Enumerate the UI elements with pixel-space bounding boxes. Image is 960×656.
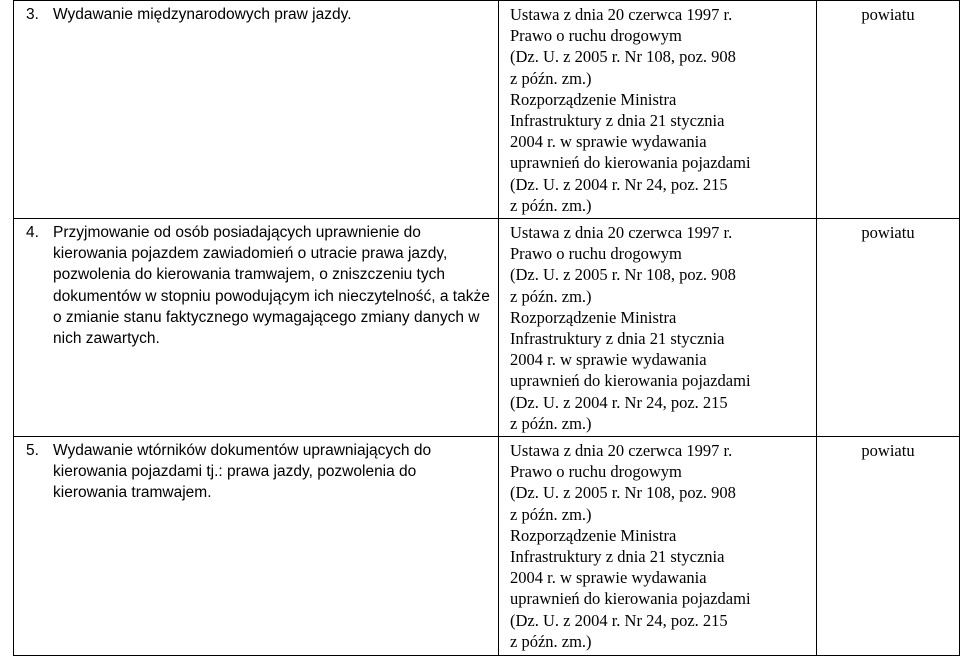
legal-basis-line: Prawo o ruchu drogowym <box>510 244 682 264</box>
table-row <box>14 437 960 656</box>
row-number: 3. <box>26 6 39 23</box>
legal-basis-line: Rozporządzenie Ministra <box>510 307 677 327</box>
legal-basis-cell <box>499 1 817 219</box>
legal-basis-line: z późn. zm.) <box>510 286 592 306</box>
legal-basis-line: Infrastruktury z dnia 21 stycznia <box>510 547 725 567</box>
legal-basis-line: z późn. zm.) <box>510 195 592 215</box>
legal-basis-line: (Dz. U. z 2005 r. Nr 108, poz. 908 <box>510 47 736 67</box>
legal-basis-line: Rozporządzenie Ministra <box>510 525 677 545</box>
legal-basis-line: z późn. zm.) <box>510 68 592 88</box>
competence-text: powiatu <box>861 441 915 460</box>
legal-basis-line: (Dz. U. z 2004 r. Nr 24, poz. 215 <box>510 174 728 194</box>
task-cell <box>14 219 499 437</box>
task-text: Wydawanie międzynarodowych praw jazdy. <box>53 6 352 23</box>
legal-basis-line: z późn. zm.) <box>510 504 592 524</box>
legal-basis-line: 2004 r. w sprawie wydawania <box>510 350 707 370</box>
row-number: 4. <box>26 224 39 241</box>
legal-basis-line: Infrastruktury z dnia 21 stycznia <box>510 329 725 349</box>
legal-basis-line: uprawnień do kierowania pojazdami <box>510 589 751 609</box>
legal-basis-line: (Dz. U. z 2005 r. Nr 108, poz. 908 <box>510 265 736 285</box>
legal-basis-line: Infrastruktury z dnia 21 stycznia <box>510 111 725 131</box>
legal-basis-line: Ustawa z dnia 20 czerwca 1997 r. <box>510 223 733 242</box>
task-text: Przyjmowanie od osób posiadających uprawnienie do kierowania pojazdem zawiadomień o utracie prawa jazdy, pozwolenia do kierowania tramwajem, o zniszczeniu tych dokumentów w stopniu powodującym ich nieczytelność, a także o zmianie stanu faktycznego wymagającego zmiany danych w nich zawartych. <box>53 224 490 348</box>
legal-basis-line: z późn. zm.) <box>510 631 592 651</box>
legal-basis-line: z późn. zm.) <box>510 413 592 433</box>
competence-cell <box>817 437 960 656</box>
competence-text: powiatu <box>861 223 915 242</box>
legal-basis-line: uprawnień do kierowania pojazdami <box>510 371 751 391</box>
competence-text: powiatu <box>861 5 915 24</box>
task-cell <box>14 437 499 656</box>
legal-basis-line: Prawo o ruchu drogowym <box>510 26 682 46</box>
legal-basis-line: (Dz. U. z 2004 r. Nr 24, poz. 215 <box>510 610 728 630</box>
competence-cell <box>817 219 960 437</box>
table-row <box>14 1 960 219</box>
row-number: 5. <box>26 442 39 459</box>
legal-basis-line: uprawnień do kierowania pojazdami <box>510 153 751 173</box>
legal-basis-line: Ustawa z dnia 20 czerwca 1997 r. <box>510 5 733 24</box>
legal-basis-line: 2004 r. w sprawie wydawania <box>510 568 707 588</box>
legal-basis-line: Rozporządzenie Ministra <box>510 89 677 109</box>
task-text: Wydawanie wtórników dokumentów uprawniających do kierowania pojazdami tj.: prawa jazdy, pozwolenia do kierowania tramwajem. <box>53 442 432 502</box>
table-row <box>14 219 960 437</box>
legal-basis-cell <box>499 437 817 656</box>
legal-basis-line: 2004 r. w sprawie wydawania <box>510 132 707 152</box>
legal-basis-cell <box>499 219 817 437</box>
legal-basis-line: Ustawa z dnia 20 czerwca 1997 r. <box>510 441 733 460</box>
legal-basis-line: (Dz. U. z 2004 r. Nr 24, poz. 215 <box>510 392 728 412</box>
tasks-table <box>13 0 960 656</box>
task-cell <box>14 1 499 219</box>
legal-basis-line: Prawo o ruchu drogowym <box>510 462 682 482</box>
legal-basis-line: (Dz. U. z 2005 r. Nr 108, poz. 908 <box>510 483 736 503</box>
competence-cell <box>817 1 960 219</box>
